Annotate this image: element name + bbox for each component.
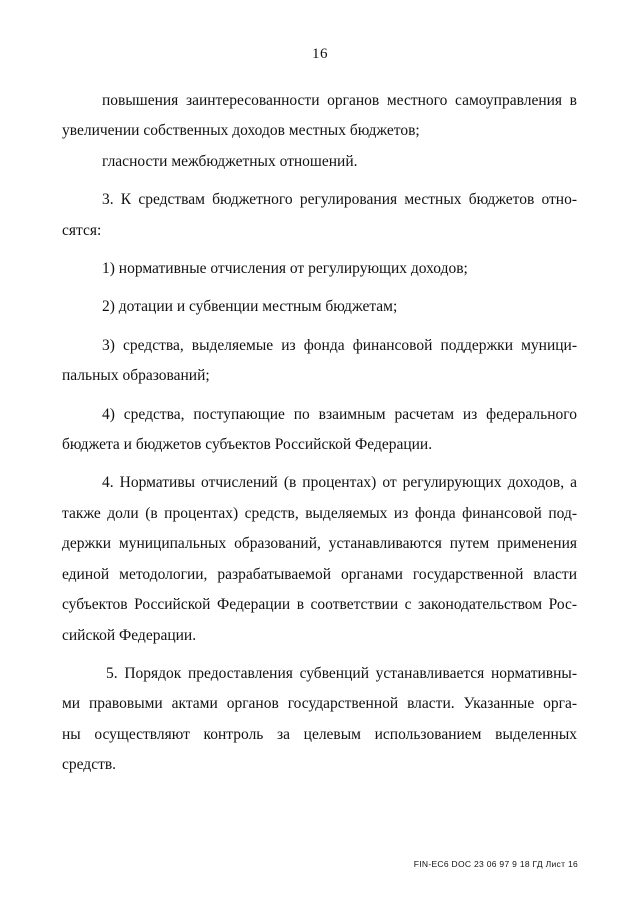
text-line: держки муниципальных образований, устанавливаются путем применения	[62, 535, 577, 553]
text-line: 4) средства, поступающие по взаимным расчетам из федерального	[102, 405, 577, 423]
text-line: увеличении собственных доходов местных бюджетов;	[62, 122, 420, 140]
document-body	[62, 86, 577, 781]
text-line: гласности межбюджетных отношений.	[102, 152, 358, 170]
text-line: также доли (в процентах) средств, выделяемых из фонда финансовой под-	[62, 504, 577, 522]
text-line: средств.	[62, 756, 117, 774]
text-line: 3) средства, выделяемые из фонда финансовой поддержки муници-	[102, 336, 577, 354]
text-line: сятся:	[62, 221, 102, 239]
page-number: 16	[312, 46, 328, 62]
text-line: повышения заинтересованности органов местного самоуправления в	[102, 92, 577, 109]
text-line: ми правовыми актами органов государственной власти. Указанные орга-	[62, 695, 577, 713]
text-line: субъектов Российской Федерации в соответствии с законодательством Рос-	[62, 596, 577, 614]
text-line: пальных образований;	[62, 367, 210, 385]
text-line: единой методологии, разрабатываемой органами государственной власти	[62, 565, 577, 583]
document-footer: FIN-EC6 DOC 23 06 97 9 18 ГД Лист 16	[413, 859, 578, 869]
text-line: 1) нормативные отчисления от регулирующих доходов;	[102, 260, 468, 278]
text-line: 3. К средствам бюджетного регулирования местных бюджетов отно-	[102, 191, 577, 209]
text-line: 2) дотации и субвенции местным бюджетам;	[102, 298, 398, 316]
text-line: 4. Нормативы отчислений (в процентах) от регулирующих доходов, а	[102, 474, 577, 492]
text-line: бюджета и бюджетов субъектов Российской Федерации.	[62, 436, 433, 454]
text-line: сийской Федерации.	[62, 626, 197, 644]
text-line: 5. Порядок предоставления субвенций устанавливается нормативны-	[106, 664, 577, 682]
text-line: ны осуществляют контроль за целевым использованием выделенных	[62, 725, 577, 743]
